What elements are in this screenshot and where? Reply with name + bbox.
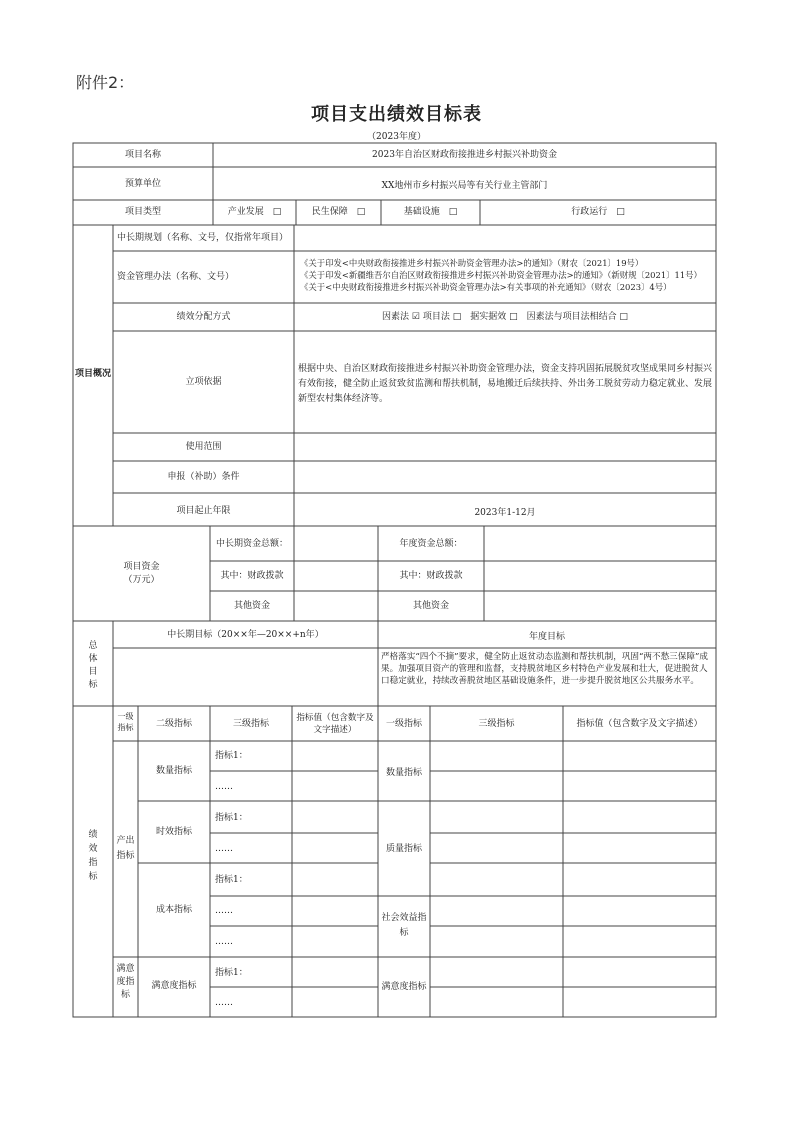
- funds-method-line-1: 《关于印发<中央财政衔接推进乡村振兴补助资金管理办法>的通知》（财农〔2021〕19号）: [300, 258, 644, 268]
- funds-label-line1: 项目资金: [123, 562, 160, 572]
- basis-text: 根据中央、自治区财政衔接推进乡村振兴补助资金管理办法，资金支持巩固拓展脱贫攻坚成果同乡村振兴有效衔接，健全防止返贫致贫监测和帮扶机制，易地搬迁后续扶持、外出务工脱贫劳动力稳定就业、发展新型农村集体经济等。: [298, 364, 713, 404]
- header-level1-right: 一级指标: [385, 719, 422, 729]
- item-cost-more-1: ……: [215, 906, 233, 916]
- budget-unit-label: 预算单位: [124, 179, 161, 189]
- funds-method-line-2: 《关于印发<新疆维吾尔自治区财政衔接推进乡村振兴补助资金管理办法>的通知》（新财规〔2021〕11号）: [300, 270, 702, 280]
- output-indicator-label: 产出指标: [116, 836, 135, 861]
- year-fiscal-label: 其中：财政拨款: [399, 571, 463, 581]
- indicators-char-2: 效: [88, 844, 98, 854]
- header-level3: 三级指标: [232, 719, 269, 729]
- right-quantity-indicator: 数量指标: [385, 768, 422, 778]
- header-level3-right: 三级指标: [478, 719, 515, 729]
- header-value: 指标值（包含数字及文字描述）: [296, 713, 374, 735]
- item-quantity-1: 指标1：: [215, 751, 248, 761]
- type-livelihood-checkbox[interactable]: 民生保障 □: [311, 207, 366, 217]
- item-cost-more-2: ……: [215, 937, 233, 947]
- project-name-value: 2023年自治区财政衔接推进乡村振兴补助资金: [372, 150, 557, 160]
- project-name-label: 项目名称: [124, 150, 161, 160]
- year-total-label: 年度资金总额：: [399, 539, 463, 549]
- budget-unit-value: XX地州市乡村振兴局等有关行业主管部门: [381, 181, 548, 191]
- period-value: 2023年1-12月: [474, 508, 536, 518]
- goals-char-1: 总: [88, 641, 98, 651]
- year-label: （2023年度）: [367, 132, 426, 142]
- allocation-label: 绩效分配方式: [176, 312, 231, 322]
- header-level1: 一级指标: [117, 712, 134, 732]
- overview-section-label: 项目概况: [74, 369, 111, 379]
- indicators-char-4: 标: [88, 872, 98, 882]
- mid-total-label: 中长期资金总额：: [215, 539, 288, 549]
- timeliness-indicator: 时效指标: [155, 827, 192, 837]
- item-timeliness-1: 指标1：: [215, 813, 248, 823]
- funds-method-label: 资金管理办法（名称、文号）: [117, 272, 235, 282]
- right-quality-indicator: 质量指标: [385, 844, 422, 854]
- satisfaction-indicator-label: 满意度指标: [116, 964, 135, 1000]
- quantity-indicator: 数量指标: [155, 766, 192, 776]
- allocation-options[interactable]: 因素法 ☑ 项目法 □ 据实据效 □ 因素法与项目法相结合 □: [382, 312, 628, 322]
- item-satisfaction-1: 指标1：: [215, 968, 248, 978]
- type-industry-checkbox[interactable]: 产业发展 □: [227, 207, 282, 217]
- cost-indicator: 成本指标: [155, 905, 192, 915]
- goals-char-3: 目: [88, 667, 98, 677]
- plan-label: 中长期规划（名称、文号，仅指常年项目）: [117, 233, 289, 243]
- scope-label: 使用范围: [185, 442, 222, 452]
- period-label: 项目起止年限: [176, 506, 231, 516]
- satisfaction-indicator: 满意度指标: [151, 981, 197, 991]
- item-cost-1: 指标1：: [215, 875, 248, 885]
- indicators-char-1: 绩: [88, 830, 98, 840]
- year-goal-label: 年度目标: [528, 632, 565, 642]
- page-title: 项目支出绩效目标表: [311, 104, 482, 125]
- attachment-label: 附件2：: [76, 73, 135, 92]
- goals-char-4: 标: [88, 680, 98, 690]
- item-satisfaction-more: ……: [215, 998, 233, 1008]
- year-other-label: 其他资金: [412, 601, 449, 611]
- goals-char-2: 体: [88, 654, 98, 664]
- type-infrastructure-checkbox[interactable]: 基础设施 □: [403, 207, 458, 217]
- mid-other-label: 其他资金: [233, 601, 270, 611]
- header-value-right: 指标值（包含数字及文字描述）: [576, 719, 703, 729]
- item-timeliness-more: ……: [215, 844, 233, 854]
- type-operation-checkbox[interactable]: 行政运行 □: [571, 207, 625, 217]
- right-satisfaction-indicator: 满意度指标: [381, 982, 427, 992]
- indicators-char-3: 指: [88, 858, 98, 868]
- basis-label: 立项依据: [185, 377, 222, 387]
- conditions-label: 申报（补助）条件: [167, 472, 240, 482]
- project-type-label: 项目类型: [124, 207, 161, 217]
- item-quantity-more: ……: [215, 782, 233, 792]
- mid-goal-label: 中长期目标（20××年—20××+n年）: [167, 630, 324, 640]
- year-goal-text: 严格落实“四个不摘”要求，健全防止返贫动态监测和帮扶机制，巩固“两不愁三保障”成果。加强项目资产的管理和监督，支持脱贫地区乡村特色产业发展和壮大，促进脱贫人口稳定就业，持续改善脱贫地区基础设施条件，进一步提升脱贫地区公共服务水平。: [381, 652, 708, 686]
- header-level2: 二级指标: [155, 719, 192, 729]
- funds-label-line2: （万元）: [123, 575, 160, 585]
- right-social-indicator: 社会效益指标: [381, 913, 427, 938]
- funds-method-line-3: 《关于<中央财政衔接推进乡村振兴补助资金管理办法>有关事项的补充通知》（财农〔2023〕4号）: [300, 282, 672, 292]
- mid-fiscal-label: 其中：财政拨款: [220, 571, 284, 581]
